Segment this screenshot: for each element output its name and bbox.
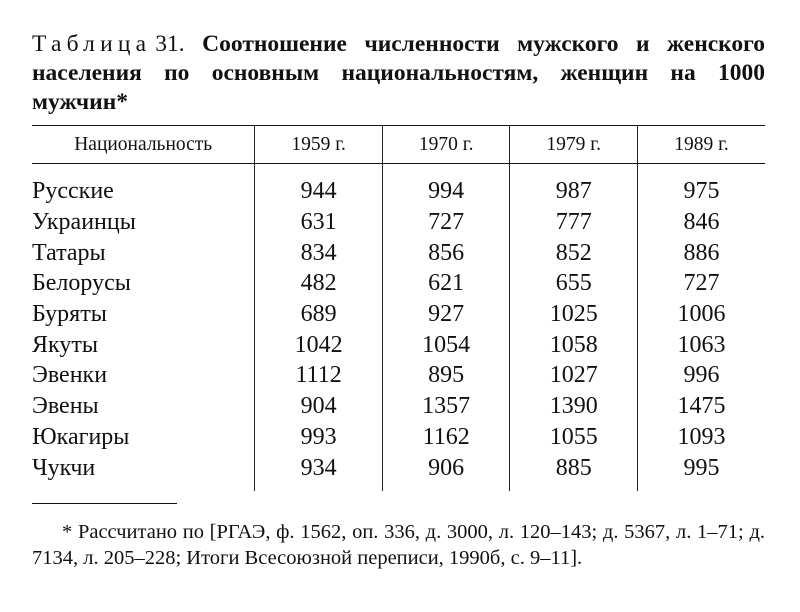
table-row <box>32 329 765 360</box>
value-cell: 482 <box>255 268 383 299</box>
value-cell: 927 <box>382 299 510 330</box>
value-cell: 856 <box>382 237 510 268</box>
table-caption <box>32 30 765 117</box>
table-row <box>32 237 765 268</box>
table-row <box>32 360 765 391</box>
value-cell: 1025 <box>510 299 638 330</box>
table-page <box>32 30 765 571</box>
nationality-cell: Буряты <box>32 301 107 328</box>
value-cell: 996 <box>637 360 765 391</box>
value-cell: 621 <box>382 268 510 299</box>
data-table <box>32 125 765 491</box>
value-cell: 934 <box>255 452 383 491</box>
value-cell: 1390 <box>510 391 638 422</box>
nationality-cell: Юкагиры <box>32 423 130 450</box>
header-1959: 1959 г. <box>255 126 383 164</box>
value-cell: 987 <box>510 164 638 207</box>
value-cell: 993 <box>255 422 383 453</box>
table-row <box>32 422 765 453</box>
value-cell: 777 <box>510 207 638 238</box>
header-1979: 1979 г. <box>510 126 638 164</box>
value-cell: 1027 <box>510 360 638 391</box>
header-row <box>32 126 765 164</box>
nationality-cell: Татары <box>32 239 106 266</box>
value-cell: 994 <box>382 164 510 207</box>
value-cell: 631 <box>255 207 383 238</box>
value-cell: 1093 <box>637 422 765 453</box>
header-1989: 1989 г. <box>637 126 765 164</box>
value-cell: 1058 <box>510 329 638 360</box>
nationality-cell: Белорусы <box>32 270 131 297</box>
value-cell: 834 <box>255 237 383 268</box>
value-cell: 1112 <box>255 360 383 391</box>
nationality-cell: Русские <box>32 178 114 205</box>
value-cell: 1357 <box>382 391 510 422</box>
nationality-cell: Эвенки <box>32 362 108 389</box>
value-cell: 727 <box>382 207 510 238</box>
value-cell: 1006 <box>637 299 765 330</box>
value-cell: 852 <box>510 237 638 268</box>
table-title: Соотношение численности мужского и женского населения по основным национальностям, женщин на 1000 мужчин* <box>32 31 765 115</box>
table-label: Таблица <box>32 31 152 57</box>
value-cell: 904 <box>255 391 383 422</box>
value-cell: 1063 <box>637 329 765 360</box>
table-row <box>32 391 765 422</box>
value-cell: 655 <box>510 268 638 299</box>
value-cell: 1055 <box>510 422 638 453</box>
value-cell: 727 <box>637 268 765 299</box>
nationality-cell: Чукчи <box>32 454 96 481</box>
table-row <box>32 299 765 330</box>
value-cell: 975 <box>637 164 765 207</box>
value-cell: 995 <box>637 452 765 491</box>
table-row <box>32 452 765 491</box>
value-cell: 886 <box>637 237 765 268</box>
nationality-cell: Украинцы <box>32 209 136 236</box>
table-number: 31. <box>155 31 185 57</box>
value-cell: 1475 <box>637 391 765 422</box>
value-cell: 1042 <box>255 329 383 360</box>
table-row <box>32 268 765 299</box>
header-nationality: Национальность <box>32 126 255 164</box>
header-1970: 1970 г. <box>382 126 510 164</box>
value-cell: 689 <box>255 299 383 330</box>
nationality-cell: Эвены <box>32 393 99 420</box>
value-cell: 885 <box>510 452 638 491</box>
table-body <box>32 164 765 491</box>
value-cell: 1162 <box>382 422 510 453</box>
value-cell: 944 <box>255 164 383 207</box>
table-row <box>32 207 765 238</box>
value-cell: 906 <box>382 452 510 491</box>
table-row <box>32 164 765 207</box>
footnote-divider <box>32 503 177 504</box>
value-cell: 1054 <box>382 329 510 360</box>
nationality-cell: Якуты <box>32 331 98 358</box>
value-cell: 895 <box>382 360 510 391</box>
value-cell: 846 <box>637 207 765 238</box>
footnote: * Рассчитано по [РГАЭ, ф. 1562, оп. 336, д. 3000, л. 120–143; д. 5367, л. 1–71; д. 7134, л. 205–228; Итоги Всесоюзной переписи, 1990б, с. 9–11]. <box>32 520 765 569</box>
